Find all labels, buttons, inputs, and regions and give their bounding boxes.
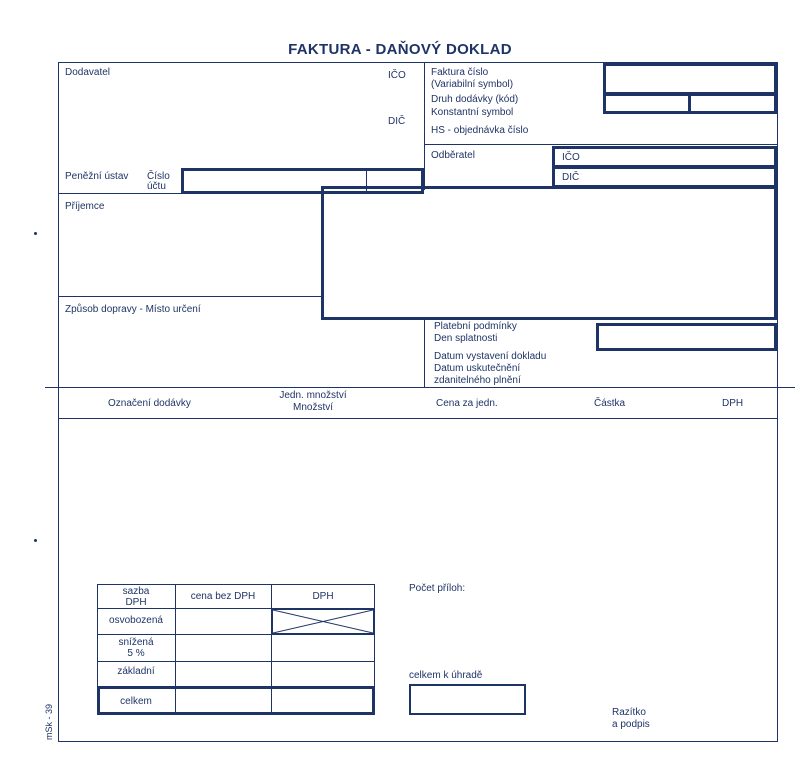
frame-bottom	[58, 741, 778, 742]
vat-rate-header-1: sazba	[122, 586, 150, 597]
fold-mark-left	[45, 387, 59, 388]
vat-reduced-label-1: snížená	[118, 637, 154, 648]
customer-label: Odběratel	[431, 150, 475, 161]
divider-invoice-bottom	[424, 144, 777, 145]
divider-vertical-top	[424, 62, 425, 190]
recipient-bottom-line	[58, 296, 323, 297]
supplier-bottom-line	[58, 193, 324, 194]
supplier-label: Dodavatel	[65, 67, 111, 78]
col-designation: Označení dodávky	[108, 398, 191, 409]
taxable-date-label-2: zdanitelného plnění	[434, 375, 521, 386]
items-header-top	[58, 387, 778, 388]
customer-ico-label: IČO	[562, 152, 580, 163]
fold-mark-right	[777, 387, 795, 388]
account-label-1: Číslo	[147, 171, 170, 182]
customer-ico-field[interactable]	[552, 146, 777, 168]
constant-symbol-label: Konstantní symbol	[431, 107, 514, 118]
invoice-number-label-2: (Variabilní symbol)	[431, 79, 514, 90]
constant-symbol-divider	[688, 95, 691, 112]
margin-dot-upper	[34, 232, 37, 235]
col-unit-price: Cena za jedn.	[436, 398, 498, 409]
recipient-label: Příjemce	[65, 201, 105, 212]
customer-dic-field[interactable]	[552, 166, 777, 188]
total-due-label: celkem k úhradě	[409, 670, 483, 681]
frame-left	[58, 62, 59, 742]
invoice-number-field[interactable]	[603, 63, 777, 95]
customer-address-field[interactable]	[321, 186, 777, 320]
due-date-field[interactable]	[596, 323, 777, 351]
vat-exempt-label: osvobozená	[109, 615, 163, 626]
col-unit-qty-1: Jedn. množství	[279, 390, 347, 401]
stamp-label-1: Razítko	[612, 707, 646, 718]
customer-dic-label: DIČ	[562, 172, 580, 183]
form-code: mSk - 39	[44, 703, 54, 740]
margin-dot-lower	[34, 539, 37, 542]
invoice-number-label-1: Faktura číslo	[431, 67, 489, 78]
transport-label: Způsob dopravy - Místo určení	[65, 304, 201, 315]
items-header-bottom	[58, 418, 778, 419]
exempt-cross-icon	[273, 610, 373, 633]
vat-total-label: celkem	[120, 696, 152, 707]
taxable-date-label-1: Datum uskutečnění	[434, 363, 521, 374]
stamp-label-2: a podpis	[612, 719, 650, 730]
vat-reduced-label-2: 5 %	[127, 648, 145, 659]
vat-basic-label: základní	[117, 666, 155, 677]
col-amount: Částka	[594, 398, 626, 409]
payment-terms-label: Platební podmínky	[434, 321, 517, 332]
issue-date-label: Datum vystavení dokladu	[434, 351, 547, 362]
delivery-type-label: Druh dodávky (kód)	[431, 94, 519, 105]
frame-right	[777, 62, 778, 742]
total-due-field[interactable]	[409, 684, 526, 715]
document-title: FAKTURA - DAŇOVÝ DOKLAD	[288, 41, 512, 58]
col-unit-qty-2: Množství	[292, 402, 333, 413]
attachments-label: Počet příloh:	[409, 583, 466, 594]
supplier-ico-label: IČO	[388, 70, 406, 81]
account-label-2: účtu	[147, 181, 166, 192]
bank-label: Peněžní ústav	[65, 171, 129, 182]
col-vat: DPH	[722, 398, 744, 409]
vat-price-excl-header: cena bez DPH	[190, 591, 256, 602]
transport-right-line	[424, 318, 425, 388]
order-number-label: HS - objednávka číslo	[431, 125, 529, 136]
vat-amount-header: DPH	[312, 591, 334, 602]
supplier-dic-label: DIČ	[388, 116, 406, 127]
due-date-label: Den splatnosti	[434, 333, 498, 344]
vat-rate-header-2: DPH	[125, 597, 147, 608]
